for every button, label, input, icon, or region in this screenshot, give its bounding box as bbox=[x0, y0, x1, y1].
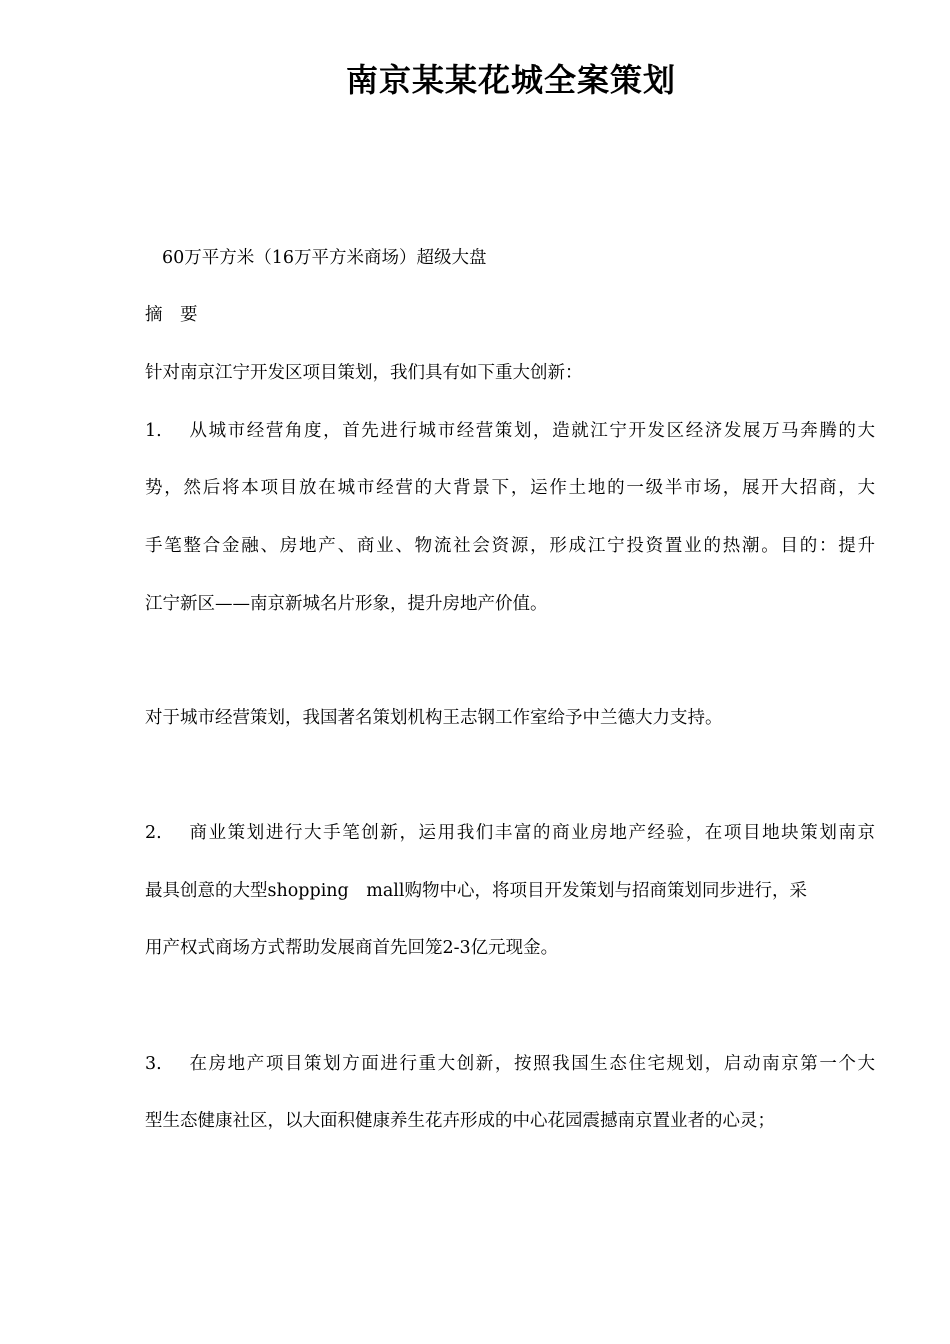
document-title: 南京某某花城全案策划 bbox=[345, 61, 676, 99]
intro-paragraph: 针对南京江宁开发区项目策划，我们具有如下重大创新： bbox=[145, 363, 583, 383]
item1-line1: 1. 从城市经营角度，首先进行城市经营策划，造就江宁开发区经济发展万马奔腾的大 bbox=[145, 421, 875, 441]
item3-line2: 型生态健康社区，以大面积健康养生花卉形成的中心花园震撼南京置业者的心灵； bbox=[145, 1111, 775, 1131]
item2-line1: 2. 商业策划进行大手笔创新，运用我们丰富的商业房地产经验，在项目地块策划南京 bbox=[145, 823, 875, 843]
item3-line1: 3. 在房地产项目策划方面进行重大创新，按照我国生态住宅规划，启动南京第一个大 bbox=[145, 1054, 875, 1074]
item2-line2: 最具创意的大型shopping mall购物中心，将项目开发策划与招商策划同步进行，采 bbox=[145, 881, 807, 901]
subtitle: 60万平方米（16万平方米商场）超级大盘 bbox=[162, 248, 487, 268]
item1-line3: 手笔整合金融、房地产、商业、物流社会资源，形成江宁投资置业的热潮。目的：提升 bbox=[145, 536, 875, 556]
item2-line3: 用产权式商场方式帮助发展商首先回笼2-3亿元现金。 bbox=[145, 938, 559, 958]
abstract-heading: 摘 要 bbox=[145, 305, 198, 325]
support-note: 对于城市经营策划，我国著名策划机构王志钢工作室给予中兰德大力支持。 bbox=[145, 708, 723, 728]
item1-line2: 势，然后将本项目放在城市经营的大背景下，运作土地的一级半市场，展开大招商，大 bbox=[145, 478, 875, 498]
item1-line4: 江宁新区——南京新城名片形象，提升房地产价值。 bbox=[145, 594, 548, 614]
